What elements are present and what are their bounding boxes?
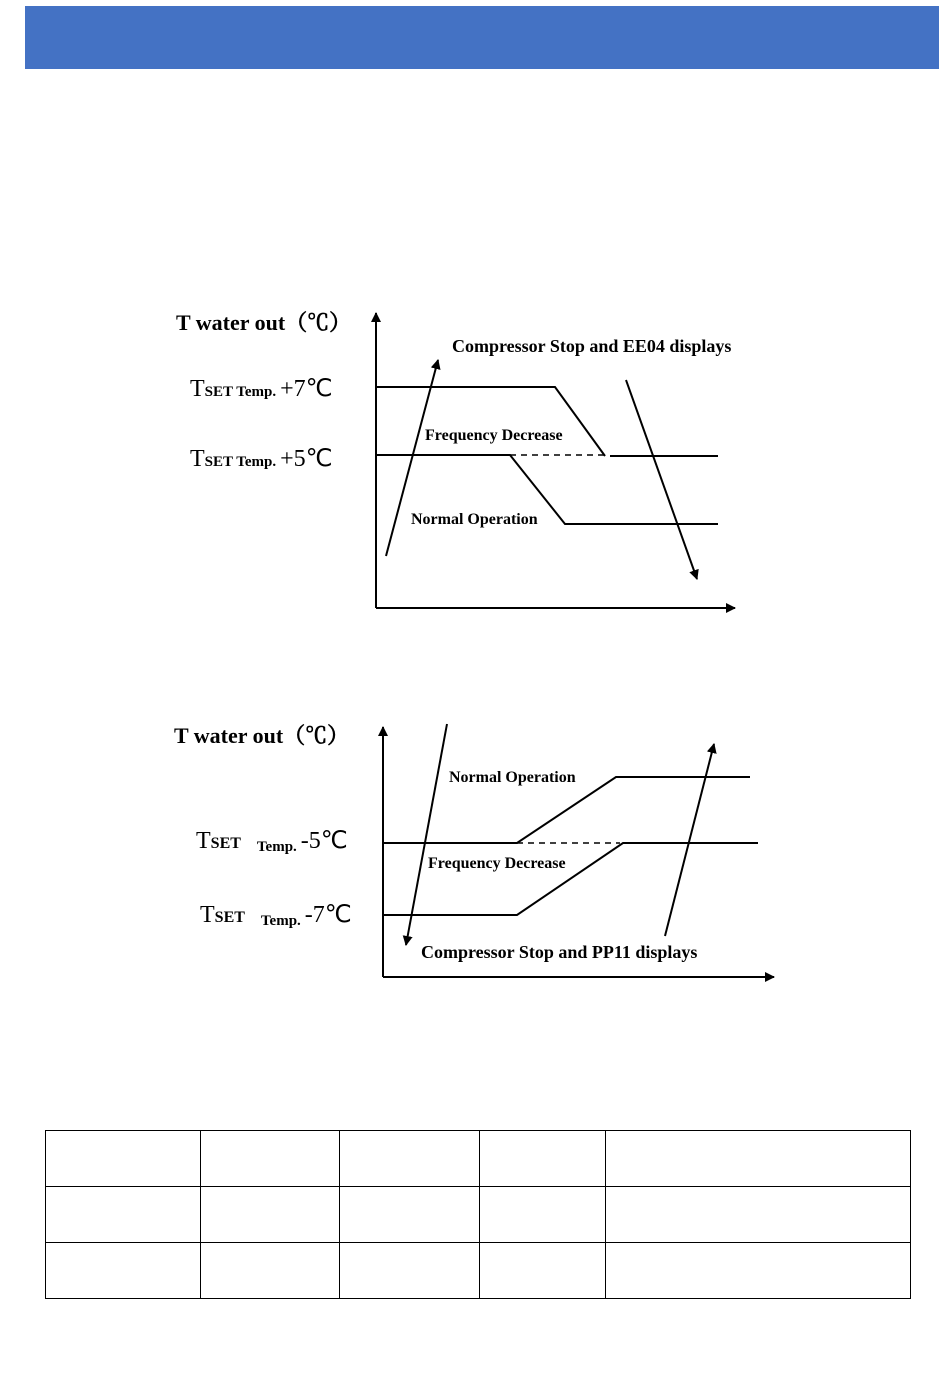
parameter-table <box>45 1130 911 1299</box>
upper-curve <box>383 777 750 843</box>
annotation-normal: Normal Operation <box>411 511 538 528</box>
upper-level-label: TSET Temp. +7℃ <box>190 376 333 402</box>
table-cell <box>46 1187 201 1243</box>
table-cell <box>340 1131 480 1187</box>
table-cell <box>480 1187 606 1243</box>
table-cell <box>46 1131 201 1187</box>
table-cell <box>340 1187 480 1243</box>
lower-curve <box>383 843 758 915</box>
header-bar <box>25 6 939 69</box>
table-cell <box>340 1243 480 1299</box>
annotation-frequency: Frequency Decrease <box>428 855 566 872</box>
y-axis-label: T water out（℃） <box>174 723 350 748</box>
annotation-frequency: Frequency Decrease <box>425 427 563 444</box>
annotation-stop: Compressor Stop and PP11 displays <box>421 942 698 962</box>
table-row <box>46 1131 911 1187</box>
y-axis-label: T water out（℃） <box>176 310 352 335</box>
table-cell <box>201 1187 340 1243</box>
table-row <box>46 1187 911 1243</box>
table-cell <box>480 1131 606 1187</box>
rising-arrow <box>665 744 714 936</box>
upper-level-label: TSET Temp. -5℃ <box>196 828 348 855</box>
annotation-normal: Normal Operation <box>449 769 576 786</box>
cooling-protection-diagram <box>160 285 760 630</box>
lower-level-label: TSET Temp. -7℃ <box>200 902 352 929</box>
falling-arrow <box>406 724 447 945</box>
table-row <box>46 1243 911 1299</box>
table-cell <box>606 1187 911 1243</box>
heating-protection-diagram <box>160 700 790 1000</box>
table-cell <box>201 1131 340 1187</box>
upper-curve <box>376 387 605 456</box>
lower-level-label: TSET Temp. +5℃ <box>190 446 333 472</box>
annotation-stop: Compressor Stop and EE04 displays <box>452 336 732 356</box>
table-cell <box>201 1243 340 1299</box>
table-cell <box>46 1243 201 1299</box>
falling-arrow <box>626 380 697 579</box>
table-cell <box>480 1243 606 1299</box>
table-cell <box>606 1131 911 1187</box>
table-cell <box>606 1243 911 1299</box>
